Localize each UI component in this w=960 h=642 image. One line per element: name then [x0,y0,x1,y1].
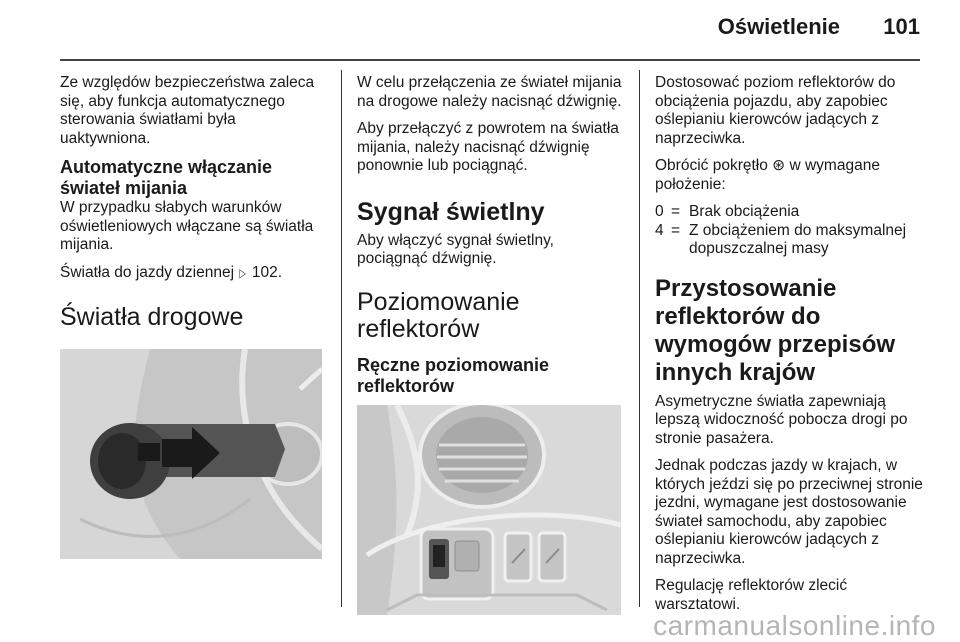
column-2 [357,74,627,615]
turn-knob-text: Obrócić pokrętło [655,157,768,174]
header-divider [60,59,920,61]
paragraph-adjust-level: Dostosować poziom reflektorów do obciążenia pojazdu, aby zapobiec oślepianiu kierowców jadących z naprzeciwka. [655,74,896,147]
paragraph-switch-high: W celu przełączenia ze świateł mijania na drogowe należy nacisnąć dźwignię. [357,74,622,110]
dashboard-illustration [357,405,621,615]
list-key: 0 [655,203,664,220]
list-text: Brak obciążenia [689,203,800,220]
heading-foreign-adaptation: Przystosowanie reflektorów do wymogów przepisów innych krajów [655,274,896,386]
load-position-list [655,203,925,259]
paragraph-foreign-driving: Jednak podczas jazdy w krajach, w których jeździ się po przeciwnej stronie jezdni, wymagane jest dostosowanie świateł samochodu, aby zapobiec oślepianiu kierowców jadących z naprzeciwka. [655,457,923,567]
page-section-title: Oświetlenie [717,14,840,39]
column-divider-1 [341,70,342,607]
heading-leveling: Poziomowanie reflektorów [357,287,520,343]
turn-knob-text-after: w wymagane położenie: [655,157,880,193]
paragraph-daytime-lights [60,264,330,283]
paragraph-low-beam-conditions: W przypadku słabych warunków oświetleniowych włączane są światła mijania. [60,199,314,253]
ref-triangle-icon: ▷ [239,265,247,280]
column-1 [60,74,330,559]
headlight-level-icon: ⊛ [772,157,786,174]
dashboard-illustration-svg [357,405,621,615]
daytime-lights-page-ref[interactable]: 102. [251,263,283,281]
heading-flash: Sygnał świetlny [357,197,545,226]
heading-manual-leveling: Ręczne poziomowanie reflektorów [357,354,550,396]
paragraph-switch-low: Aby przełączyć z powrotem na światła mijania, należy nacisnąć dźwignię ponownie lub pociągnąć. [357,120,619,174]
heading-auto-low-beam: Automatyczne włączanie świateł mijania [60,157,273,198]
lever-illustration-svg [60,349,322,559]
column-3 [655,74,925,623]
column-divider-2 [639,70,640,607]
lever-illustration [60,349,322,559]
paragraph-flash: Aby włączyć sygnał świetlny, pociągnąć dźwignię. [357,231,554,267]
daytime-lights-text: Światła do jazdy dziennej [60,263,235,281]
paragraph-auto-intro: Ze względów bezpieczeństwa zaleca się, aby funkcja automatycznego sterowania światłami była uaktywniona. [60,74,315,147]
paragraph-turn-knob [655,157,925,194]
page-number: 101 [883,14,920,39]
list-sep: = [671,221,681,239]
paragraph-workshop: Regulację reflektorów zlecić warsztatowi. [655,577,848,613]
list-key: 4 [655,221,664,239]
paragraph-asymmetric: Asymetryczne światła zapewniają lepszą widoczność pobocza drogi po stronie pasażera. [655,392,908,447]
heading-high-beam: Światła drogowe [60,303,244,331]
site-watermark: carmanualsonline.info [653,610,936,641]
list-sep: = [671,203,681,220]
list-text: Z obciążeniem do maksymalnej dopuszczalnej masy [689,221,907,257]
